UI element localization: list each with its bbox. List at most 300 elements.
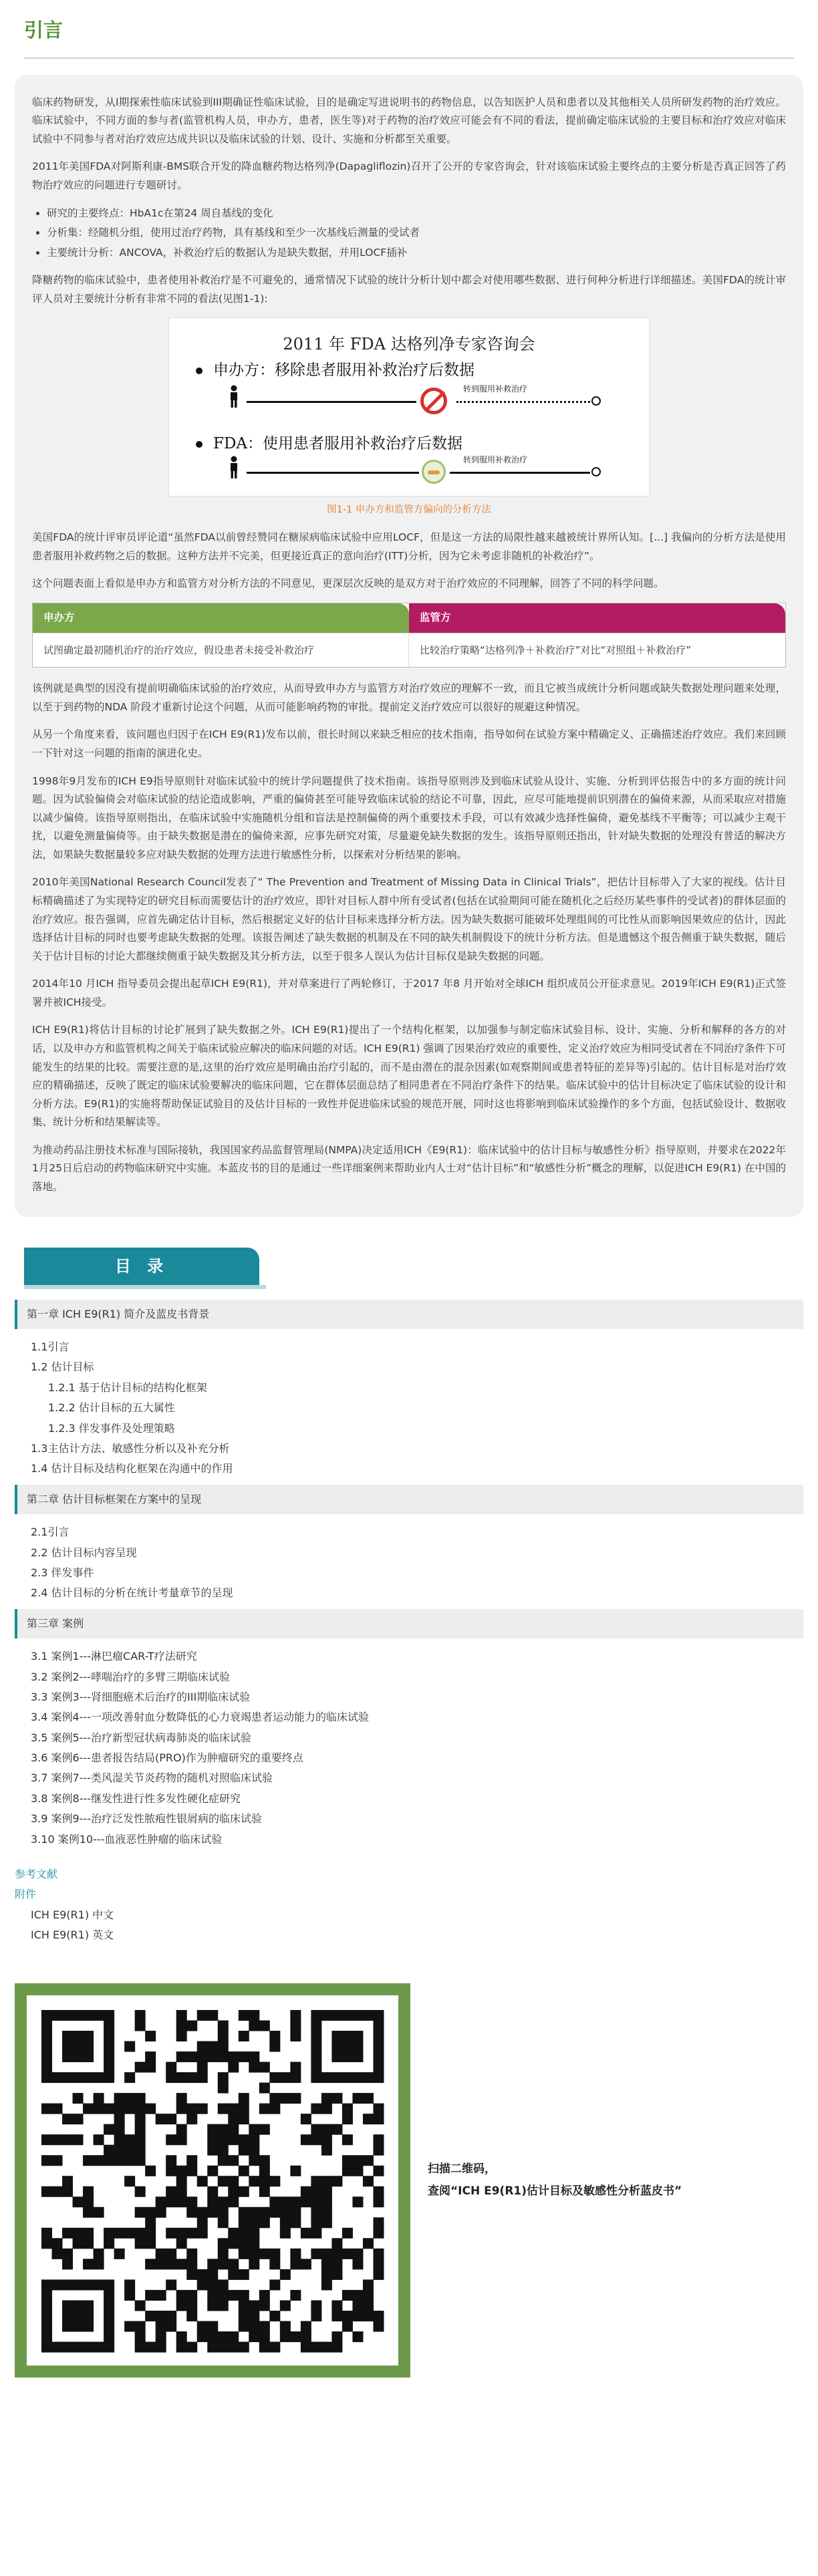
qr-module [73,2041,84,2051]
qr-module [269,2259,280,2269]
qr-module [114,2144,125,2155]
qr-module [156,2321,166,2331]
qr-module [145,2227,156,2238]
toc-item[interactable]: 1.2.1 基于估计目标的结构化框架 [48,1381,207,1394]
qr-module [104,2279,114,2290]
qr-module [301,2321,311,2331]
qr-module [311,2072,321,2083]
qr-module [62,2341,73,2352]
qr-module [145,2311,156,2321]
qr-module [249,2300,259,2311]
qr-module [41,2238,52,2249]
qr-module [94,2259,104,2269]
qr-module [249,2176,259,2186]
qr-module [73,2341,84,2352]
qr-module [207,2206,218,2217]
qr-module [114,2155,125,2166]
qr-module [124,2227,135,2238]
qr-frame [15,1983,410,2378]
qr-module [41,2321,52,2331]
qr-module [249,2155,259,2166]
qr-module [176,2165,187,2176]
qr-module [156,2341,166,2352]
qr-module [166,2165,176,2176]
qr-module [135,2134,146,2145]
intro-paragraph-11: ICH E9(R1)将估计目标的讨论扩展到了缺失数据之外。ICH E9(R1)提出了一个结构化框架，以加强参与制定临床试验目标、设计、实施、分析和解释的各方的对话，以及申办方和监管机构之间关于临床试验应解决的临床问题的对话。ICH E9(R1) 强调了因果治疗效应的重要性，定义治疗效应为相同受试者在不同治疗条件下可能发生的结果的比较。需要注意的是,这里的治疗效应是明确由治疗引起的，而不是由潜在的混杂因素(如观察期间或患者特征的差异等)引起的。估计目标是对治疗效应的精确描述，反映了既定的临床试验要解决的临床问题，它在群体层面总结了相同患者在不同治疗条件下的结果。临床试验中的估计目标决定了临床试验的设计和分析方法。E9(R1)的实施将帮助保证试验目的及估计目标的一致性并促进临床试验的规范开展，同时这也将影响到临床试验操作的多个方面，包括试验设计、数据收集、统计分析和结果解读等。 [32,1024,786,1129]
qr-module [249,2206,259,2217]
qr-module [176,2051,187,2062]
qr-module [301,2227,311,2238]
qr-module [249,2248,259,2259]
qr-module [94,2093,104,2104]
qr-module [218,2134,229,2145]
qr-module [83,2103,94,2114]
qr-module [41,2134,52,2145]
qr-module [249,2134,259,2145]
qr-module [363,2072,374,2083]
qr-module [104,2331,114,2342]
qr-module [114,2227,125,2238]
qr-module [197,2331,208,2342]
qr-module [83,2051,94,2062]
qr-module [239,2186,249,2196]
qr-module [301,2114,311,2124]
qr-module [342,2321,353,2331]
qr-module [249,2321,259,2331]
qr-module [207,2331,218,2342]
figure-dotted-line [456,401,590,403]
qr-module [331,2041,342,2051]
table-of-contents [15,1300,803,1946]
toc-appendix-item[interactable]: ICH E9(R1) 英文 [31,1928,114,1942]
qr-module [290,2165,301,2176]
qr-module [41,2061,52,2072]
qr-module [186,2300,197,2311]
qr-module [166,2155,176,2166]
qr-module [207,2165,218,2176]
toc-appendix[interactable]: 附件 [15,1888,37,1901]
qr-module [218,2082,229,2093]
toc-item[interactable]: 3.5 案例5---治疗新型冠状病毒肺炎的临床试验 [31,1731,252,1744]
bullet-dot-icon [196,441,202,448]
qr-module [239,2289,249,2300]
qr-module [373,2321,384,2331]
qr-module [104,2072,114,2083]
qr-module [352,2165,363,2176]
qr-module [207,2269,218,2279]
qr-module [197,2072,208,2083]
qr-module [373,2061,384,2072]
qr-module [311,2206,321,2217]
qr-module [41,2155,52,2166]
qr-module [166,2227,176,2238]
qr-module [352,2010,363,2021]
toc-item[interactable]: 1.2.2 估计目标的五大属性 [48,1401,175,1415]
qr-module [176,2010,187,2021]
qr-module [197,2061,208,2072]
qr-module [269,2279,280,2290]
regulator-cell: 比较治疗策略“达格列净＋补救治疗”对比“对照组＋补救治疗” [409,633,785,668]
qr-module [228,2227,239,2238]
qr-module [280,2269,291,2279]
qr-module [145,2217,156,2228]
qr-module [228,2155,239,2166]
qr-module [259,2176,270,2186]
toc-chapter-2[interactable]: 第二章 估计目标框架在方案中的呈现 [15,1485,803,1514]
qr-module [104,2300,114,2311]
qr-module [321,2259,332,2269]
qr-module [52,2155,63,2166]
qr-module [342,2155,353,2166]
qr-module [124,2176,135,2186]
qr-module [373,2010,384,2021]
qr-module [249,2217,259,2228]
qr-module [166,2279,176,2290]
qr-module [363,2311,374,2321]
qr-module [373,2051,384,2062]
qr-module [259,2321,270,2331]
toc-item[interactable]: 3.1 案例1---淋巴瘤CAR-T疗法研究 [31,1650,197,1663]
figure-row-sponsor [196,357,474,384]
qr-module [135,2341,146,2352]
qr-module [311,2176,321,2186]
qr-module [321,2093,332,2104]
toc-item[interactable]: 1.3主估计方法、敏感性分析以及补充分析 [31,1441,230,1455]
qr-module [311,2341,321,2352]
qr-module [239,2227,249,2238]
qr-module [145,2051,156,2062]
qr-module [197,2321,208,2331]
qr-module [342,2031,353,2041]
qr-module [218,2176,229,2186]
qr-module [94,2206,104,2217]
qr-module [301,2196,311,2207]
qr-module [290,2061,301,2072]
qr-module [228,2176,239,2186]
qr-module [104,2010,114,2021]
toc-item[interactable]: 3.2 案例2---哮喘治疗的多臂三期临床试验 [31,1670,231,1683]
qr-module [363,2114,374,2124]
qr-module [342,2227,353,2238]
qr-module [259,2124,270,2134]
qr-module [239,2114,249,2124]
qr-module [218,2206,229,2217]
qr-module [83,2010,94,2021]
toc-item[interactable]: 1.4 估计目标及结构化框架在沟通中的作用 [31,1462,233,1475]
qr-module [321,2072,332,2083]
qr-module [104,2061,114,2072]
qr-module [62,2031,73,2041]
qr-module [239,2051,249,2062]
qr-module [218,2124,229,2134]
qr-module [342,2041,353,2051]
qr-module [41,2289,52,2300]
qr-module [228,2331,239,2342]
toc-item[interactable]: 1.2 估计目标 [31,1361,94,1374]
qr-module [290,2010,301,2021]
qr-module [176,2031,187,2041]
qr-module [228,2238,239,2249]
qr-module [73,2134,84,2145]
qr-module [228,2196,239,2207]
qr-module [321,2103,332,2114]
qr-module [352,2331,363,2342]
qr-module [124,2144,135,2155]
qr-module [280,2072,291,2083]
qr-module [73,2238,84,2249]
qr-module [249,2238,259,2249]
qr-module [331,2072,342,2083]
qr-module [239,2269,249,2279]
qr-module [83,2238,94,2249]
qr-module [352,2196,363,2207]
qr-module [321,2010,332,2021]
qr-caption [428,2158,682,2202]
qr-module [363,2300,374,2311]
qr-module [135,2144,146,2155]
comparison-table [32,603,786,668]
qr-module [311,2186,321,2196]
qr-module [239,2031,249,2041]
qr-module [280,2196,291,2207]
qr-module [301,2331,311,2342]
qr-module [207,2186,218,2196]
qr-module [228,2134,239,2145]
qr-module [259,2248,270,2259]
qr-module [94,2341,104,2352]
qr-module [218,2248,229,2259]
qr-module [94,2248,104,2259]
qr-module [166,2311,176,2321]
qr-module [166,2134,176,2145]
toc-item[interactable]: 3.8 案例8---继发性进行性多发性硬化症研究 [31,1792,241,1805]
qr-module [41,2279,52,2290]
toc-item[interactable]: 2.2 估计目标内容呈现 [31,1546,137,1559]
qr-module [186,2227,197,2238]
qr-module [104,2041,114,2051]
qr-module [311,2020,321,2031]
qr-module [352,2031,363,2041]
qr-module [124,2072,135,2083]
qr-module [207,2010,218,2021]
qr-module [249,2227,259,2238]
qr-module [269,2196,280,2207]
qr-module [218,2031,229,2041]
qr-module [331,2300,342,2311]
qr-module [228,2124,239,2134]
toc-item[interactable]: 1.2.3 伴发事件及处理策略 [48,1421,175,1435]
qr-caption-line-2: 查阅“ICH E9(R1)估计目标及敏感性分析蓝皮书” [428,2184,682,2198]
toc-item[interactable]: 2.3 伴发事件 [31,1566,94,1579]
qr-module [259,2341,270,2352]
qr-module [331,2341,342,2352]
qr-module [197,2217,208,2228]
qr-module [135,2061,146,2072]
qr-module [83,2155,94,2166]
figure-solid-line [247,401,416,403]
qr-module [363,2093,374,2104]
toc-item[interactable]: 1.1引言 [31,1340,70,1354]
qr-module [290,2217,301,2228]
qr-module [197,2206,208,2217]
qr-module [73,2051,84,2062]
bullet-item: • 分析集：经随机分组，使用过治疗药物，具有基线和至少一次基线后测量的受试者 [47,224,786,243]
qr-module [207,2259,218,2269]
qr-module [104,2103,114,2114]
qr-module [41,2041,52,2051]
qr-module [259,2103,270,2114]
toc-item[interactable]: 2.4 估计目标的分析在统计考量章节的呈现 [31,1586,233,1600]
qr-module [197,2103,208,2114]
qr-module [249,2259,259,2269]
qr-module [94,2155,104,2166]
qr-module [124,2041,135,2051]
qr-module [135,2114,146,2124]
qr-module [321,2248,332,2259]
qr-module [186,2072,197,2083]
qr-module [249,2144,259,2155]
qr-module [259,2155,270,2166]
figure-title: 2011 年 FDA 达格列净专家咨询会 [283,335,535,354]
qr-module [186,2259,197,2269]
qr-module [239,2300,249,2311]
bullet-list [47,204,786,263]
toc-item[interactable]: 3.7 案例7---类风湿关节炎药物的随机对照临床试验 [31,1771,273,1785]
endpoint-circle-icon [591,396,601,406]
qr-module [228,2186,239,2196]
toc-item[interactable]: 2.1引言 [31,1526,70,1539]
qr-module [166,2196,176,2207]
qr-module [207,2134,218,2145]
qr-module [373,2165,384,2176]
qr-module [186,2103,197,2114]
qr-module [321,2206,332,2217]
qr-module [186,2269,197,2279]
qr-module [280,2217,291,2228]
toc-item[interactable]: 3.6 案例6---患者报告结局(PRO)作为肿瘤研究的重要终点 [31,1751,303,1765]
toc-appendix-item[interactable]: ICH E9(R1) 中文 [31,1908,114,1921]
qr-module [280,2321,291,2331]
intro-paragraph-2: 2011年美国FDA对阿斯利康-BMS联合开发的降血糖药物达格列净(Dapagliflozin)召开了公开的专家咨询会，针对该临床试验主要终点的主要分析是否真正回答了药物治疗效应的问题进行专题研讨。 [32,160,786,191]
qr-module [62,2227,73,2238]
qr-module [311,2311,321,2321]
qr-module [166,2186,176,2196]
qr-module [331,2176,342,2186]
qr-module [176,2124,187,2134]
qr-module [301,2134,311,2145]
toc-item[interactable]: 3.4 案例4---一项改善射血分数降低的心力衰竭患者运动能力的临床试验 [31,1711,370,1724]
qr-module [259,2331,270,2342]
toc-references[interactable]: 参考文献 [15,1868,58,1881]
qr-code-icon[interactable] [27,1995,398,2366]
intro-paragraph-10: 2014年10 月ICH 指导委员会提出起草ICH E9(R1)，并对草案进行了两轮修订，于2017 年8 月开始对全球ICH 组织成员公开征求意见。2019年ICH E9(R1)正式签署并被ICH接受。 [32,978,786,1008]
qr-module [301,2259,311,2269]
toc-item[interactable]: 3.9 案例9---治疗泛发性脓疱性银屑病的临床试验 [31,1812,263,1826]
qr-module [331,2331,342,2342]
intro-paragraph-9: 2010年美国National Research Council发表了“ The Prevention and Treatment of Missing Data in Clinical Trials”，把估计目标带入了大家的视线。估计目标精确描述了为实现特定的研究目标而需要估计的治疗效应，即针对目标人群中所有受试者(包括在试验期间可能在随机化之后经历某些事件的受试者)的群体层面的治疗效应。报告强调，应首先确定估计目标，然后根据定义好的估计目标来选择分析方法。因为缺失数据可能破坏处理组间的可比性从而影响因果效应的估计，因此选择估计目标的同时也要考虑缺失数据的处理。该报告阐述了缺失数据的机制及在不同的缺失机制假设下的统计分析方法。但是遗憾这个报告侧重于缺失数据，随后关于估计目标的讨论大都继续侧重于缺失数据及其分析方法，以至于很多人误认为估计目标仅是缺失数据的问题。 [32,876,786,962]
qr-module [321,2217,332,2228]
qr-module [62,2041,73,2051]
qr-module [239,2103,249,2114]
qr-module [321,2186,332,2196]
qr-module [104,2341,114,2352]
qr-module [207,2279,218,2290]
qr-module [114,2134,125,2145]
qr-module [311,2051,321,2062]
qr-module [311,2300,321,2311]
qr-module [269,2103,280,2114]
qr-module [363,2010,374,2021]
qr-module [62,2010,73,2021]
qr-module [373,2031,384,2041]
qr-module [62,2279,73,2290]
qr-module [228,2259,239,2269]
qr-module [135,2010,146,2021]
qr-module [145,2103,156,2114]
qr-module [156,2331,166,2342]
qr-module [186,2051,197,2062]
qr-module [311,2227,321,2238]
qr-module [280,2093,291,2104]
qr-module [135,2093,146,2104]
figure-row-sponsor-text: 申办方：移除患者服用补救治疗后数据 [213,362,474,380]
toc-item[interactable]: 3.10 案例10---血液恶性肿瘤的临床试验 [31,1832,223,1846]
qr-module [176,2176,187,2186]
qr-module [207,2300,218,2311]
qr-module [156,2289,166,2300]
qr-module [363,2176,374,2186]
qr-module [342,2289,353,2300]
qr-module [62,2051,73,2062]
qr-module [290,2331,301,2342]
qr-module [290,2259,301,2269]
toc-item[interactable]: 3.3 案例3---肾细胞癌术后治疗的III期临床试验 [31,1690,251,1703]
qr-module [269,2176,280,2186]
qr-module [52,2010,63,2021]
bullet-dot-icon [196,368,202,374]
qr-module [269,2093,280,2104]
regulator-header: 监管方 [409,603,785,633]
qr-module [197,2041,208,2051]
qr-module [321,2134,332,2145]
qr-module [186,2248,197,2259]
qr-module [166,2072,176,2083]
qr-module [228,2051,239,2062]
qr-module [124,2155,135,2166]
intro-heading: 引言 [24,0,794,59]
qr-module [352,2155,363,2166]
qr-module [176,2227,187,2238]
toc-chapter-3[interactable]: 第三章 案例 [15,1609,803,1638]
qr-module [166,2321,176,2331]
qr-module [52,2279,63,2290]
qr-module [83,2196,94,2207]
qr-module [259,2217,270,2228]
qr-module [290,2072,301,2083]
qr-module [41,2010,52,2021]
qr-module [83,2321,94,2331]
qr-module [62,2311,73,2321]
qr-module [249,2010,259,2021]
qr-module [290,2196,301,2207]
qr-module [363,2289,374,2300]
qr-module [73,2227,84,2238]
toc-chapter-1[interactable]: 第一章 ICH E9(R1) 简介及蓝皮书背景 [15,1300,803,1329]
qr-module [331,2311,342,2321]
qr-module [239,2248,249,2259]
qr-module [228,2114,239,2124]
qr-module [104,2124,114,2134]
